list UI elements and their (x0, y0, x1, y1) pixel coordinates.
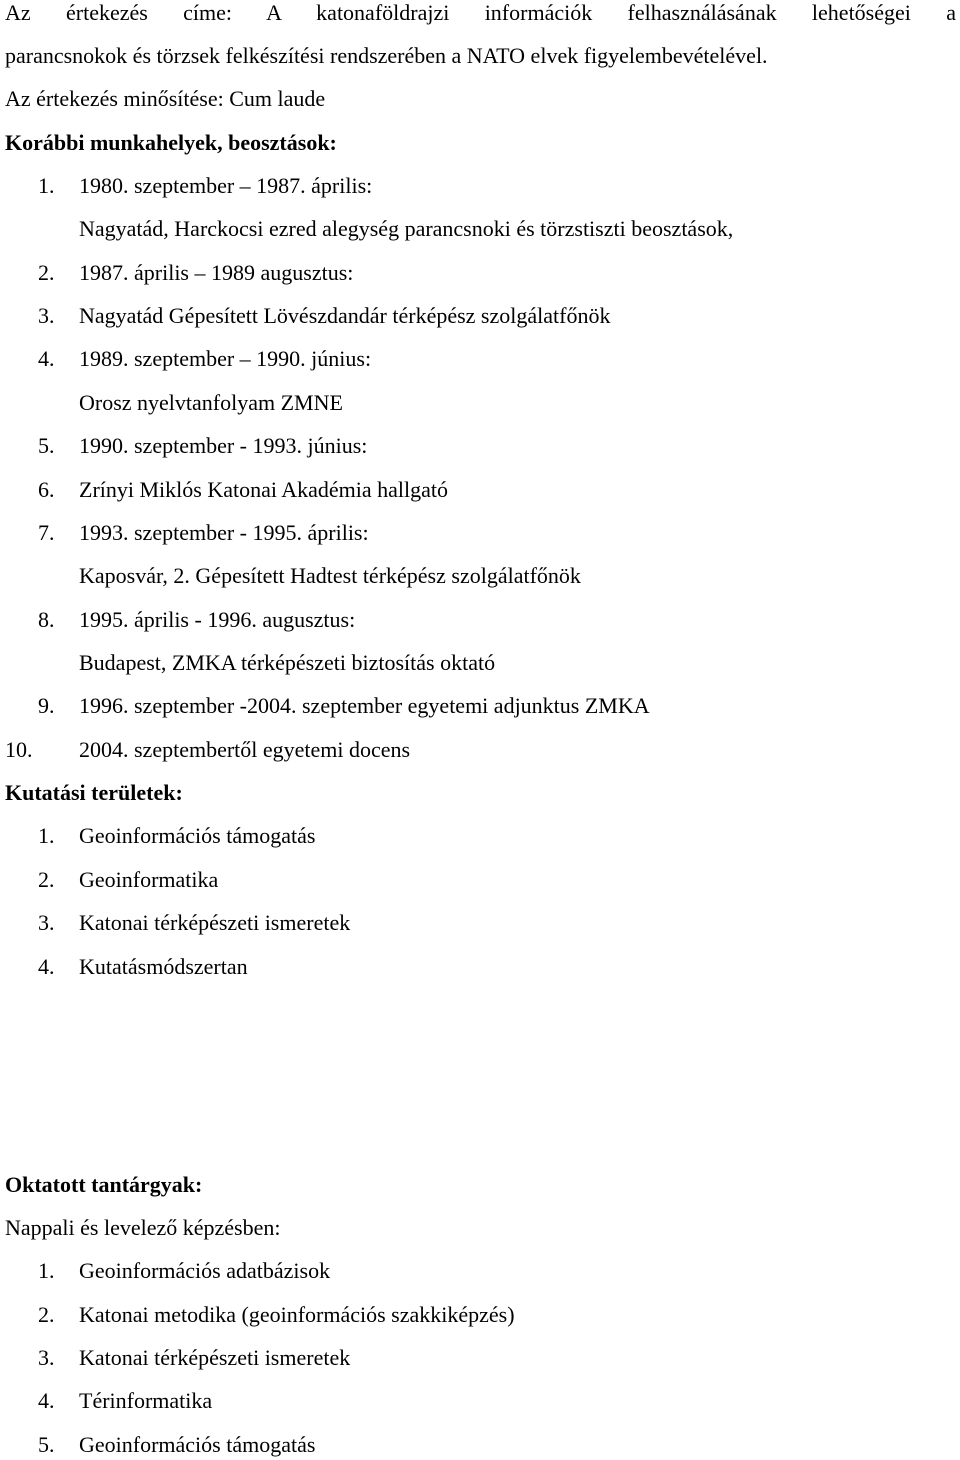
workplace-line: 1987. április – 1989 augusztus: (79, 260, 354, 285)
course-number: 5. (38, 1432, 55, 1457)
research-item: Kutatásmódszertan (79, 954, 248, 979)
workplace-line: 1996. szeptember -2004. szeptember egyetemi adjunktus ZMKA (79, 693, 650, 718)
thesis-grade: Az értekezés minősítése: Cum laude (5, 86, 326, 111)
research-number: 2. (38, 867, 55, 892)
workplace-line: 1993. szeptember - 1995. április: (79, 520, 369, 545)
workplace-number: 7. (38, 520, 55, 545)
courses-subheading: Nappali és levelező képzésben: (5, 1215, 281, 1240)
workplace-number: 4. (38, 346, 55, 371)
workplace-line: 1995. április - 1996. augusztus: (79, 607, 356, 632)
research-heading: Kutatási területek: (5, 780, 183, 805)
workplace-number: 2. (38, 260, 55, 285)
thesis-title-line-1: Az értekezés címe: A katonaföldrajzi információk felhasználásának lehetőségei a (5, 0, 956, 25)
course-item: Katonai metodika (geoinformációs szakkiképzés) (79, 1302, 515, 1327)
course-number: 3. (38, 1345, 55, 1370)
course-item: Geoinformációs támogatás (79, 1432, 316, 1457)
workplace-number: 6. (38, 477, 55, 502)
research-number: 3. (38, 910, 55, 935)
workplace-line: Zrínyi Miklós Katonai Akadémia hallgató (79, 477, 449, 502)
workplace-line: 2004. szeptembertől egyetemi docens (79, 737, 411, 762)
workplace-number: 5. (38, 433, 55, 458)
workplace-line: Nagyatád Gépesített Lövészdandár térképész szolgálatfőnök (79, 303, 611, 328)
workplace-line: Budapest, ZMKA térképészeti biztosítás oktató (79, 650, 496, 675)
workplace-line: Kaposvár, 2. Gépesített Hadtest térképész szolgálatfőnök (79, 563, 581, 588)
research-number: 4. (38, 954, 55, 979)
course-item: Katonai térképészeti ismeretek (79, 1345, 351, 1370)
workplace-line: Orosz nyelvtanfolyam ZMNE (79, 390, 343, 415)
workplaces-heading: Korábbi munkahelyek, beosztások: (5, 130, 337, 155)
workplace-number: 3. (38, 303, 55, 328)
workplace-line: 1990. szeptember - 1993. június: (79, 433, 368, 458)
workplace-number: 8. (38, 607, 55, 632)
workplace-number: 1. (38, 173, 55, 198)
research-item: Geoinformatika (79, 867, 219, 892)
course-item: Térinformatika (79, 1388, 213, 1413)
workplace-number: 9. (38, 693, 55, 718)
workplace-line: 1980. szeptember – 1987. április: (79, 173, 373, 198)
course-item: Geoinformációs adatbázisok (79, 1258, 331, 1283)
course-number: 4. (38, 1388, 55, 1413)
workplace-line: 1989. szeptember – 1990. június: (79, 346, 372, 371)
workplace-number: 10. (5, 737, 33, 762)
thesis-title-line-2: parancsnokok és törzsek felkészítési rendszerében a NATO elvek figyelembevételével. (5, 43, 768, 68)
research-item: Geoinformációs támogatás (79, 823, 316, 848)
courses-heading: Oktatott tantárgyak: (5, 1172, 203, 1197)
research-item: Katonai térképészeti ismeretek (79, 910, 351, 935)
workplace-line: Nagyatád, Harckocsi ezred alegység parancsnoki és törzstiszti beosztások, (79, 216, 734, 241)
research-number: 1. (38, 823, 55, 848)
course-number: 2. (38, 1302, 55, 1327)
course-number: 1. (38, 1258, 55, 1283)
